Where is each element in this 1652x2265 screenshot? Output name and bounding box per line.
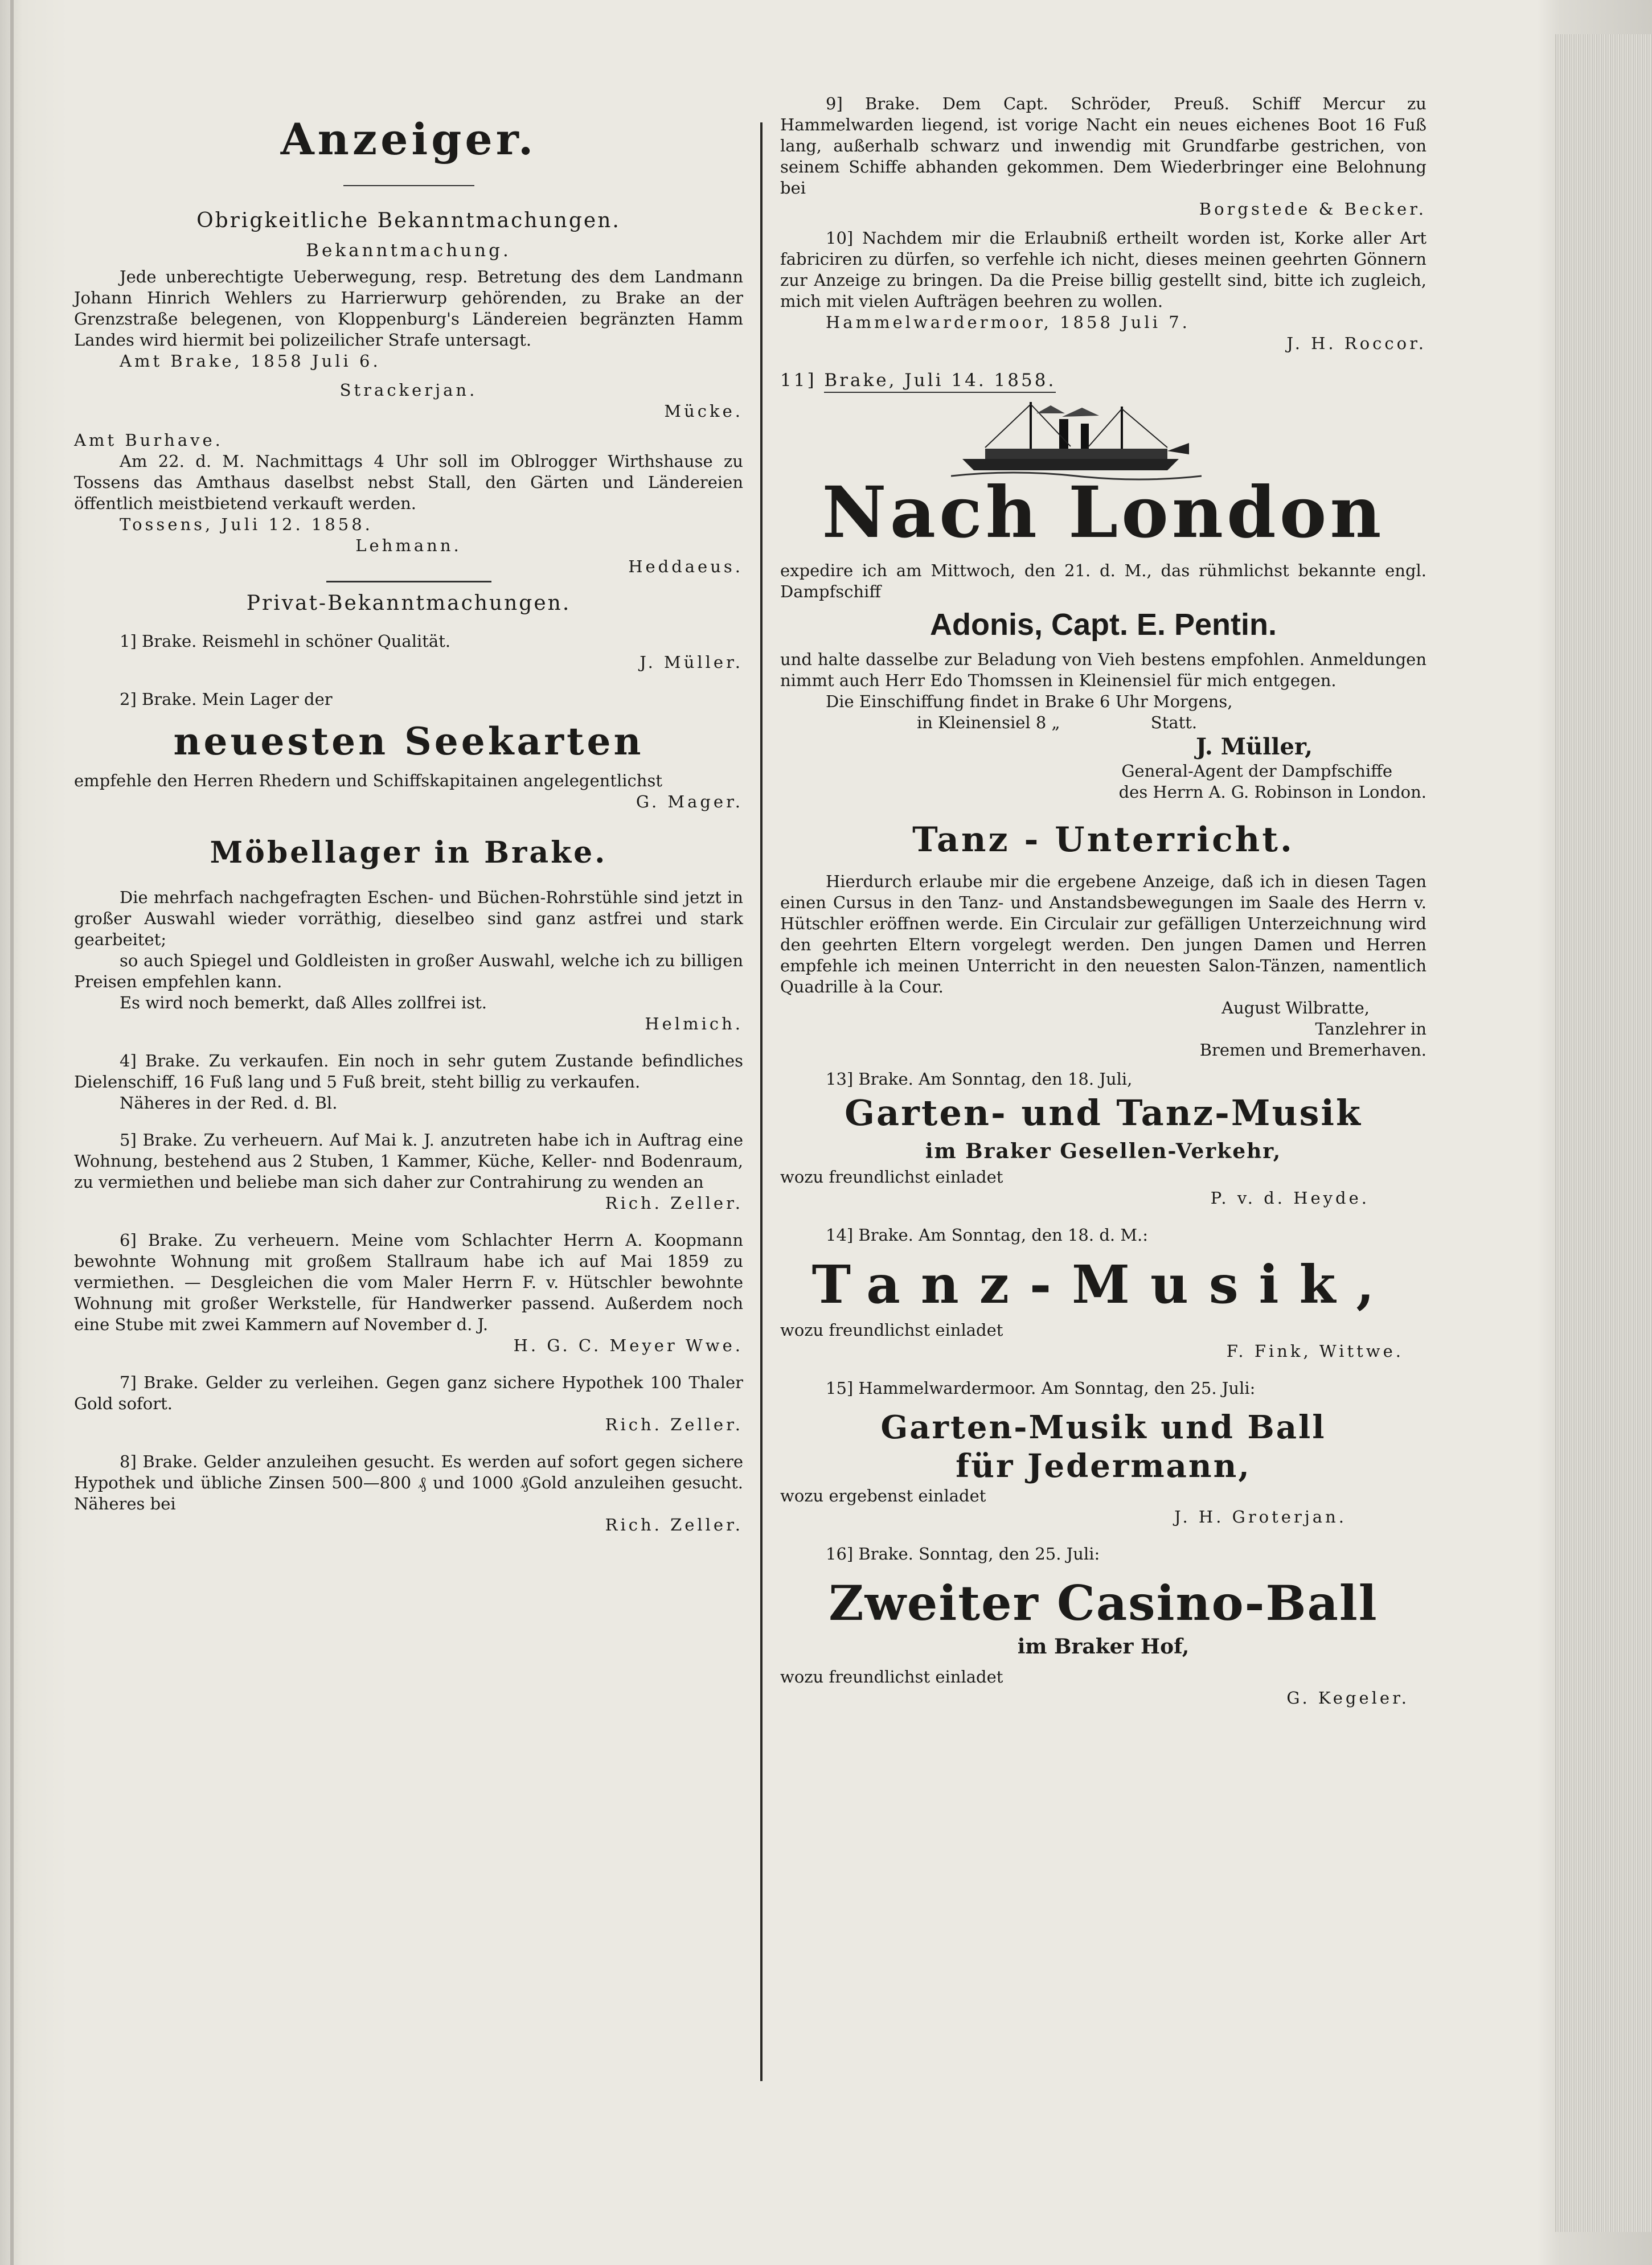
- ad10-signature: J. H. Roccor.: [1286, 334, 1426, 353]
- ad11-body-4-statt: Statt.: [1150, 713, 1198, 732]
- page-edges: [1555, 34, 1652, 2232]
- masthead-rule: [343, 185, 474, 186]
- ad12-signature-line-2: Tanzlehrer in: [1315, 1019, 1426, 1039]
- ad11-display: Nach London: [822, 471, 1385, 554]
- ad12-body: Hierdurch erlaube mir die ergebene Anzeige, daß ich in diesen Tagen einen Cursus in den Tanz- und Anstandsbewegungen im Saale des Herrn v. Hütschler eröffnen werde. Ein Circulair zur gefälligen Unterzeichnung wird den geehrten Eltern vorgelegt werden. Den jungen Damen und Herren empfehle ich meinen Unterricht in den neuesten Salon-Tänzen, namentlich Quadrille à la Cour.: [780, 872, 1426, 996]
- ad13-display: Garten- und Tanz-Musik: [845, 1092, 1362, 1134]
- notice1-signature-1: Strackerjan.: [339, 380, 478, 400]
- ad15-display-1: Garten-Musik und Ball: [880, 1409, 1326, 1446]
- official-heading: Obrigkeitliche Bekanntmachungen.: [196, 209, 621, 232]
- ad15-display-2: für Jedermann,: [956, 1447, 1251, 1485]
- ad16-intro: 16] Brake. Sonntag, den 25. Juli:: [826, 1544, 1100, 1564]
- notice-heading: Bekanntmachung.: [306, 240, 511, 261]
- notice2-place: Tossens, Juli 12. 1858.: [120, 515, 373, 534]
- ad16-subtitle: im Braker Hof,: [1017, 1635, 1190, 1659]
- ad11-ship-name: Adonis, Capt. E. Pentin.: [929, 608, 1277, 642]
- ad16-signature: G. Kegeler.: [1286, 1688, 1409, 1708]
- ad3-body-1: Die mehrfach nachgefragten Eschen- und Büchen-Rohrstühle sind jetzt in großer Auswahl wieder vorräthig, dieselbeo sind ganz astfrei und stark gearbeitet;: [74, 888, 743, 949]
- ad7-body: 7] Brake. Gelder zu verleihen. Gegen ganz sichere Hypothek 100 Thaler Gold sofort.: [74, 1373, 743, 1413]
- ad12-signature: August Wilbratte,: [1221, 998, 1370, 1017]
- notice1-signature-2: Mücke.: [664, 401, 743, 421]
- ad10-body: 10] Nachdem mir die Erlaubniß ertheilt worden ist, Korke aller Art fabriciren zu dürfen, so verfehle ich nicht, dieses meinen geehrten Gönnern zur Anzeige zu bringen. Da die Preise billig gestellt sind, bitte ich zugleich, mich mit vielen Aufträgen beehren zu wollen.: [780, 228, 1426, 311]
- ad11-body-2: und halte dasselbe zur Beladung von Vieh bestens empfohlen. Anmeldungen nimmt auch Herr Edo Thomssen in Kleinensiel für mich entgegen.: [780, 650, 1426, 690]
- ad16-invite: wozu freundlichst einladet: [780, 1667, 1003, 1687]
- ad6-signature: H. G. C. Meyer Wwe.: [513, 1336, 743, 1355]
- ad11-signature: J. Müller,: [1196, 733, 1313, 760]
- notice2-office: Amt Burhave.: [74, 430, 223, 450]
- ad8-body: 8] Brake. Gelder anzuleihen gesucht. Es werden auf sofort gegen sichere Hypothek und übliche Zinsen 500—800 ₰ und 1000 ₰Gold anzuleihen gesucht. Näheres bei: [74, 1452, 743, 1513]
- ad15-intro: 15] Hammelwardermoor. Am Sonntag, den 25. Juli:: [826, 1378, 1256, 1398]
- ad8-signature: Rich. Zeller.: [605, 1515, 743, 1534]
- column-divider: [760, 122, 763, 2081]
- notice2-body: Am 22. d. M. Nachmittags 4 Uhr soll im Oblrogger Wirthshause zu Tossens das Amthaus daselbst nebst Stall, den Gärten und Ländereien öffentlich meistbietend verkauft werden.: [74, 452, 743, 513]
- ad5-signature: Rich. Zeller.: [605, 1193, 743, 1213]
- masthead: Anzeiger.: [280, 114, 537, 165]
- ad11-number: 11]: [780, 370, 817, 391]
- ad3-body-3: Es wird noch bemerkt, daß Alles zollfrei ist.: [120, 993, 487, 1012]
- ad7-signature: Rich. Zeller.: [605, 1415, 743, 1434]
- ad2-intro: 2] Brake. Mein Lager der: [120, 690, 333, 709]
- ad15-signature: J. H. Groterjan.: [1174, 1507, 1347, 1527]
- steamship-illustration: [951, 396, 1202, 482]
- ad9-body: 9] Brake. Dem Capt. Schröder, Preuß. Schiff Mercur zu Hammelwarden liegend, ist vorige Nacht ein neues eichenes Boot 16 Fuß lang, außerhalb schwarz und inwendig mit Grundfarbe gestrichen, von seinem Schiffe abhanden gekommen. Dem Wiederbringer eine Belohnung bei: [780, 94, 1426, 198]
- ad12-signature-line-3: Bremen und Bremerhaven.: [1199, 1040, 1426, 1060]
- binding-gutter: [10, 0, 14, 2265]
- private-heading: Privat-Bekanntmachungen.: [246, 592, 571, 615]
- ad2-signature: G. Mager.: [636, 792, 743, 811]
- ad6-body: 6] Brake. Zu verheuern. Meine vom Schlachter Herrn A. Koopmann bewohnte Wohnung mit großem Stallraum habe ich auf Mai 1859 zu vermiethen. — Desgleichen die vom Maler Herrn F. v. Hütschler bewohnte Wohnung mit großer Werkstelle, für Handwerker passend. Außerdem noch eine Stube mit zwei Kammern auf November d. J.: [74, 1230, 743, 1334]
- right-column: [780, 85, 1426, 1709]
- ad1-text: 1] Brake. Reismehl in schöner Qualität.: [120, 631, 451, 651]
- notice1-place: Amt Brake, 1858 Juli 6.: [120, 351, 381, 371]
- ad3-body-2: so auch Spiegel und Goldleisten in großer Auswahl, welche ich zu billigen Preisen empfehlen kann.: [74, 951, 743, 991]
- ad1-signature: J. Müller.: [640, 653, 743, 672]
- ad2-body: empfehle den Herren Rhedern und Schiffskapitainen angelegentlichst: [74, 771, 662, 790]
- ad13-invite: wozu freundlichst einladet: [780, 1167, 1003, 1187]
- notice2-signature-1: Lehmann.: [355, 536, 462, 555]
- ad15-invite: wozu ergebenst einladet: [780, 1486, 986, 1505]
- ad14-intro: 14] Brake. Am Sonntag, den 18. d. M.:: [826, 1225, 1148, 1245]
- ad11-body-4-text: in Kleinensiel 8 „: [917, 713, 1060, 732]
- ad4-body: 4] Brake. Zu verkaufen. Ein noch in sehr gutem Zustande befindliches Dielenschiff, 16 Fuß lang und 5 Fuß breit, steht billig zu verkaufen.: [74, 1051, 743, 1092]
- ad10-place: Hammelwardermoor, 1858 Juli 7.: [826, 313, 1190, 332]
- ad11-header: [780, 370, 1426, 391]
- ad11-body-1: expedire ich am Mittwoch, den 21. d. M., das rühmlichst bekannte engl. Dampfschiff: [780, 561, 1426, 601]
- ad12-display: Tanz - Unterricht.: [912, 820, 1294, 860]
- ad5-body: 5] Brake. Zu verheuern. Auf Mai k. J. anzutreten habe ich in Auftrag eine Wohnung, bestehend aus 2 Stuben, 1 Kammer, Küche, Keller- nnd Bodenraum, zu vermiethen und beliebe man sich daher zur Contrahirung zu wenden an: [74, 1130, 743, 1192]
- ad11-body-4: [780, 712, 1426, 733]
- ad13-subtitle: im Braker Gesellen-Verkehr,: [925, 1139, 1282, 1163]
- notice2-signature-2: Heddaeus.: [628, 557, 743, 576]
- ad9-signature: Borgstede & Becker.: [1199, 199, 1426, 219]
- ad13-intro: 13] Brake. Am Sonntag, den 18. Juli,: [826, 1069, 1133, 1089]
- left-column: [74, 85, 743, 1536]
- ad4-note: Näheres in der Red. d. Bl.: [120, 1093, 338, 1113]
- ad2-display: neuesten Seekarten: [173, 719, 644, 764]
- ad16-display: Zweiter Casino-Ball: [829, 1575, 1378, 1631]
- ad14-signature: F. Fink, Wittwe.: [1226, 1341, 1404, 1361]
- section-rule: [326, 581, 491, 582]
- ad3-display: Möbellager in Brake.: [210, 835, 608, 870]
- ad11-body-3: Die Einschiffung findet in Brake 6 Uhr Morgens,: [826, 692, 1233, 711]
- ad13-signature: P. v. d. Heyde.: [1210, 1188, 1370, 1208]
- ad11-signature-line-3: des Herrn A. G. Robinson in London.: [1118, 782, 1426, 802]
- ad11-place: Brake, Juli 14. 1858.: [824, 370, 1056, 393]
- ad11-signature-line-2: General-Agent der Dampfschiffe: [1121, 761, 1392, 781]
- notice1-body: Jede unberechtigte Ueberwegung, resp. Betretung des dem Landmann Johann Hinrich Wehlers zu Harrierwurp gehörenden, zu Brake an der Grenzstraße belegenen, von Kloppenburg's Ländereien begränzten Hamm Landes wird hiermit bei polizeilicher Strafe untersagt.: [74, 267, 743, 350]
- ad14-display: Tanz-Musik,: [811, 1254, 1395, 1315]
- ad3-signature: Helmich.: [645, 1014, 743, 1033]
- ad14-invite: wozu freundlichst einladet: [780, 1320, 1003, 1340]
